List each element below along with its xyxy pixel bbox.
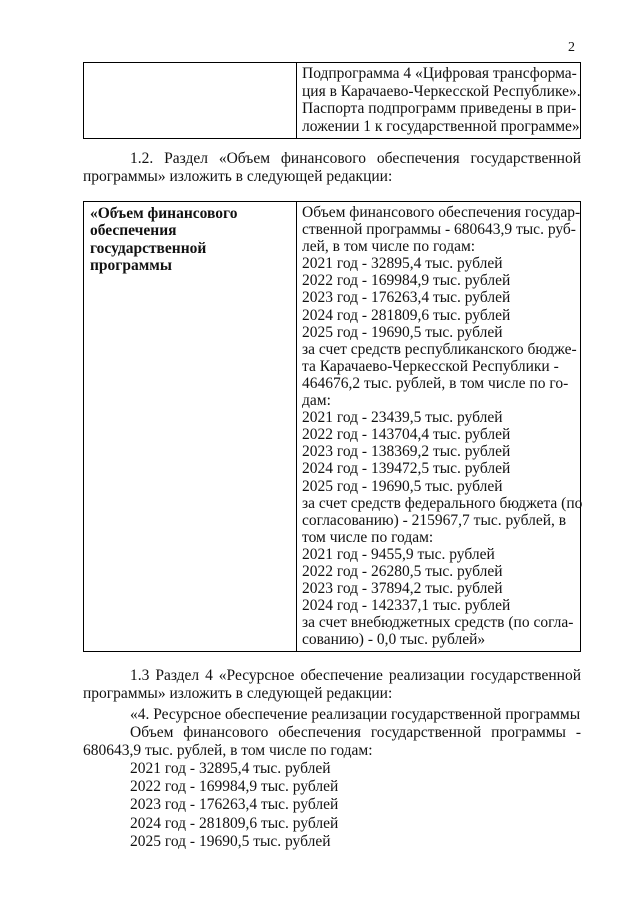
year-line: 2022 год - 169984,9 тыс. рублей (130, 778, 339, 796)
year-line: 2023 год - 176263,4 тыс. рублей (130, 796, 339, 814)
subprograms-table (83, 62, 581, 139)
page-number: 2 (568, 40, 575, 55)
funding-line: 2024 год - 281809,6 тыс. рублей (302, 306, 511, 324)
funding-line: 2023 год - 176263,4 тыс. рублей (302, 289, 511, 307)
funding-line: том числе по годам: (302, 528, 434, 546)
funding-line: 2021 год - 23439,5 тыс. рублей (302, 409, 503, 427)
table-text-line: ложении 1 к государственной программе» (302, 117, 580, 135)
table-text-line: ция в Карачаево-Черкесской Республике». (302, 82, 581, 100)
funding-line: 2021 год - 32895,4 тыс. рублей (302, 255, 503, 273)
section-4-title: «4. Ресурсное обеспечение реализации государственной программы (130, 706, 581, 723)
funding-line: за счет средств федерального бюджета (по (302, 494, 583, 512)
table-cell-subprograms (297, 63, 581, 139)
table-row (84, 63, 581, 139)
funding-label: «Объем финансового обеспечения государственной программы (90, 205, 238, 275)
funding-line: 2024 год - 142337,1 тыс. рублей (302, 597, 511, 615)
table-cell-empty (84, 63, 297, 139)
funding-line: 2021 год - 9455,9 тыс. рублей (302, 545, 495, 563)
funding-line: лей, в том числе по годам: (302, 238, 476, 256)
table-row (84, 202, 581, 652)
funding-line: Объем финансового обеспечения государ- (302, 204, 581, 221)
funding-line: 2022 год - 169984,9 тыс. рублей (302, 272, 511, 290)
funding-line: сованию) - 0,0 тыс. рублей» (302, 631, 486, 649)
table-text-line: Паспорта подпрограмм приведены в при- (302, 100, 577, 118)
paragraph-1-2: 1.2. Раздел «Объем финансового обеспечения государственной программы» изложить в следующей редакции: (83, 150, 581, 185)
funding-line: 2023 год - 138369,2 тыс. рублей (302, 443, 511, 461)
funding-line: 464676,2 тыс. рублей, в том числе по го- (302, 374, 569, 392)
funding-line: та Карачаево-Черкесской Республики - (302, 357, 559, 375)
funding-line: 2024 год - 139472,5 тыс. рублей (302, 460, 511, 478)
table-cell-funding (297, 202, 581, 652)
year-line: 2024 год - 281809,6 тыс. рублей (130, 814, 339, 832)
year-line: 2021 год - 32895,4 тыс. рублей (130, 760, 331, 777)
paragraph-1-3: 1.3 Раздел 4 «Ресурсное обеспечение реализации государственной программы» изложить в следующей редакции: (83, 667, 581, 702)
section-4-years (130, 760, 338, 851)
table-text-line: Подпрограмма 4 «Цифровая трансформа- (302, 65, 577, 82)
funding-table (83, 201, 581, 652)
funding-line: 2023 год - 37894,2 тыс. рублей (302, 580, 503, 598)
funding-line: за счет внебюджетных средств (по согла- (302, 614, 574, 632)
funding-line: согласованию) - 215967,7 тыс. рублей, в (302, 511, 567, 529)
funding-line: 2025 год - 19690,5 тыс. рублей (302, 477, 503, 495)
funding-line: 2022 год - 143704,4 тыс. рублей (302, 426, 511, 444)
table-cell-label (84, 202, 297, 652)
funding-line: за счет средств республиканского бюдже- (302, 340, 577, 358)
funding-line: 2022 год - 26280,5 тыс. рублей (302, 562, 503, 580)
year-line: 2025 год - 19690,5 тыс. рублей (130, 832, 331, 850)
funding-line: дам: (302, 392, 331, 410)
funding-line: ственной программы - 680643,9 тыс. руб- (302, 221, 576, 239)
section-4-text: Объем финансового обеспечения государственной программы - 680643,9 тыс. рублей, в том числе по годам: (83, 724, 581, 759)
funding-line: 2025 год - 19690,5 тыс. рублей (302, 323, 503, 341)
funding-lines (297, 202, 583, 651)
